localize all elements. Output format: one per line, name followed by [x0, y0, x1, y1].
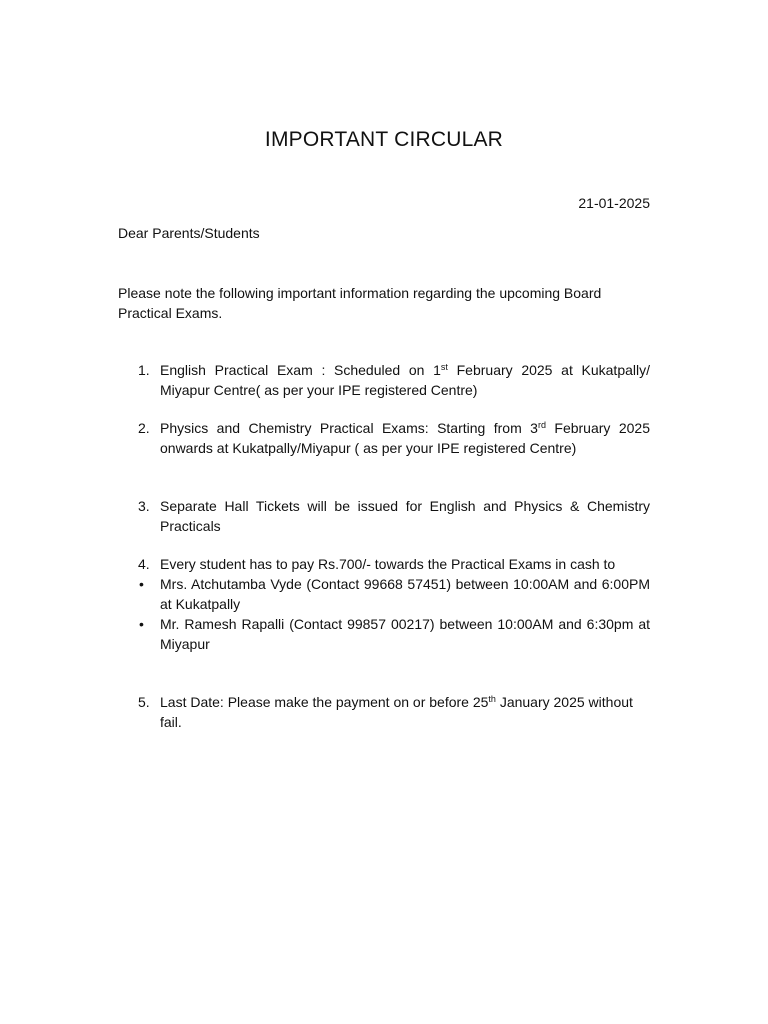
- list-item-text: [160, 360, 650, 400]
- intro-paragraph: Please note the following important information regarding the upcoming Board Practical Exams.: [118, 285, 602, 321]
- item-text-part: Physics and Chemistry Practical Exams: Starting from 3: [160, 420, 538, 436]
- list-number: 3.: [138, 498, 150, 514]
- ordinal-suffix: st: [440, 362, 448, 372]
- list-item-text: Mr. Ramesh Rapalli (Contact 99857 00217) between 10:00AM and 6:30pm at Miyapur: [160, 616, 650, 652]
- bullet-marker: •: [139, 616, 144, 632]
- list-item-payment: [118, 554, 650, 574]
- list-item-contact-kukatpally: [118, 574, 650, 614]
- list-item-text: Every student has to pay Rs.700/- towards the Practical Exams in cash to: [160, 556, 616, 572]
- item-text-part: February 2025 at Kukatpally/ Miyapur Centre( as per your IPE registered Centre): [160, 362, 651, 398]
- item-text-part: January 2025 without fail.: [160, 694, 633, 730]
- circular-date: 21-01-2025: [578, 195, 650, 211]
- salutation: Dear Parents/Students: [118, 225, 260, 241]
- item-text-part: English Practical Exam : Scheduled on 1: [160, 362, 441, 378]
- list-item-text: Separate Hall Tickets will be issued for English and Physics & Chemistry Practicals: [160, 498, 650, 534]
- list-item-text: [160, 692, 650, 732]
- list-item-english-exam: [118, 360, 650, 400]
- list-item-text: [160, 418, 650, 458]
- ordinal-suffix: th: [488, 694, 496, 704]
- list-number: 2.: [138, 420, 150, 436]
- list-item-text: Mrs. Atchutamba Vyde (Contact 99668 57451) between 10:00AM and 6:00PM at Kukatpally: [160, 576, 650, 612]
- ordinal-suffix: rd: [537, 420, 546, 430]
- list-number: 1.: [138, 362, 150, 378]
- list-number: 5.: [138, 694, 150, 710]
- list-item-last-date: [118, 692, 650, 732]
- list-number: 4.: [138, 556, 150, 572]
- bullet-marker: •: [139, 576, 144, 592]
- item-text-part: Last Date: Please make the payment on or before 25: [160, 694, 489, 710]
- list-item-hall-tickets: [118, 496, 650, 536]
- page-title: IMPORTANT CIRCULAR: [264, 128, 504, 151]
- list-item-contact-miyapur: [118, 614, 650, 654]
- item-text-part: February 2025 onwards at Kukatpally/Miyapur ( as per your IPE registered Centre): [160, 420, 650, 456]
- list-item-physics-chemistry-exam: [118, 418, 650, 458]
